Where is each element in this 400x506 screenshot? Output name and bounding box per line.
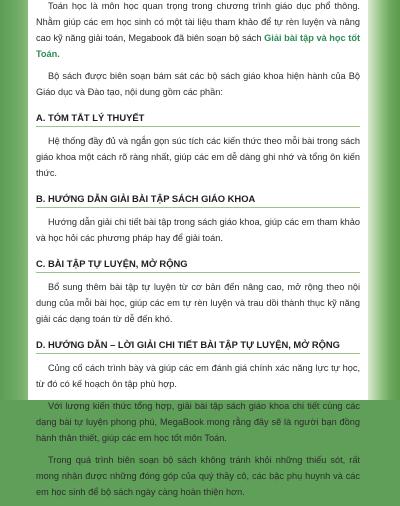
section-c-paragraph: Bổ sung thêm bài tập tự luyện từ cơ bản đến nâng cao, mở rộng theo nội dung của mỗi bài học, giúp các em tự rèn luyện và trau dồi thành thục kỹ năng giải các dạng toán từ dễ đến khó. — [36, 282, 360, 324]
intro-text: Toán học là môn học quan trọng trong chương trình giáo dục phổ thông. Nhằm giúp các em học sinh có một tài liệu tham khảo để tự rèn luyện và nâng cao kỹ năng giải toán, Megabook đã biên soạn bộ sách — [36, 1, 360, 43]
right-decorative-band — [368, 0, 400, 400]
section-d-paragraph-1: Củng cố cách trình bày và giúp các em đánh giá chính xác năng lực tự học, từ đó có kế hoạch ôn tập phù hợp. — [36, 363, 360, 389]
intro-paragraph-1 — [36, 0, 360, 62]
book-title-highlight: Giải bài tập và học tốt Toán. — [36, 33, 361, 59]
section-heading-b: B. HƯỚNG DẪN GIẢI BÀI TẬP SÁCH GIÁO KHOA — [36, 190, 360, 208]
section-heading-a: A. TÓM TẮT LÝ THUYẾT — [36, 109, 360, 127]
page-content — [36, 0, 360, 506]
section-d-paragraph-3: Trong quá trình biên soạn bộ sách không tránh khỏi những thiếu sót, rất mong nhận được những đóng góp của quý thầy cô, các bậc phụ huynh và các em học sinh để bộ sách ngày càng hoàn thiện hơn. — [36, 455, 360, 497]
section-heading-d: D. HƯỚNG DẪN – LỜI GIẢI CHI TIẾT BÀI TẬP TỰ LUYỆN, MỞ RỘNG — [36, 336, 360, 354]
section-heading-c: C. BÀI TẬP TỰ LUYỆN, MỞ RỘNG — [36, 255, 360, 273]
section-d-paragraph-2: Với lượng kiến thức tổng hợp, giải bài tập sách giáo khoa chi tiết cùng các dạng bài tự luyện phong phú, MegaBook mong rằng đây sẽ là người bạn đồng hành thân thiết, giúp các em học tốt môn Toán. — [36, 401, 360, 443]
section-b-paragraph: Hướng dẫn giải chi tiết bài tập trong sách giáo khoa, giúp các em tham khảo và học hỏi các phương pháp hay để giải toán. — [36, 217, 360, 243]
section-a-paragraph: Hệ thống đầy đủ và ngắn gọn súc tích các kiến thức theo mỗi bài trong sách giáo khoa một cách rõ ràng nhất, giúp các em dễ dàng ghi nhớ và tổng ôn kiến thức. — [36, 136, 360, 178]
intro-paragraph-2: Bộ sách được biên soạn bám sát các bộ sách giáo khoa hiện hành của Bộ Giáo dục và Đào tạo, nội dung gồm các phần: — [36, 71, 360, 97]
